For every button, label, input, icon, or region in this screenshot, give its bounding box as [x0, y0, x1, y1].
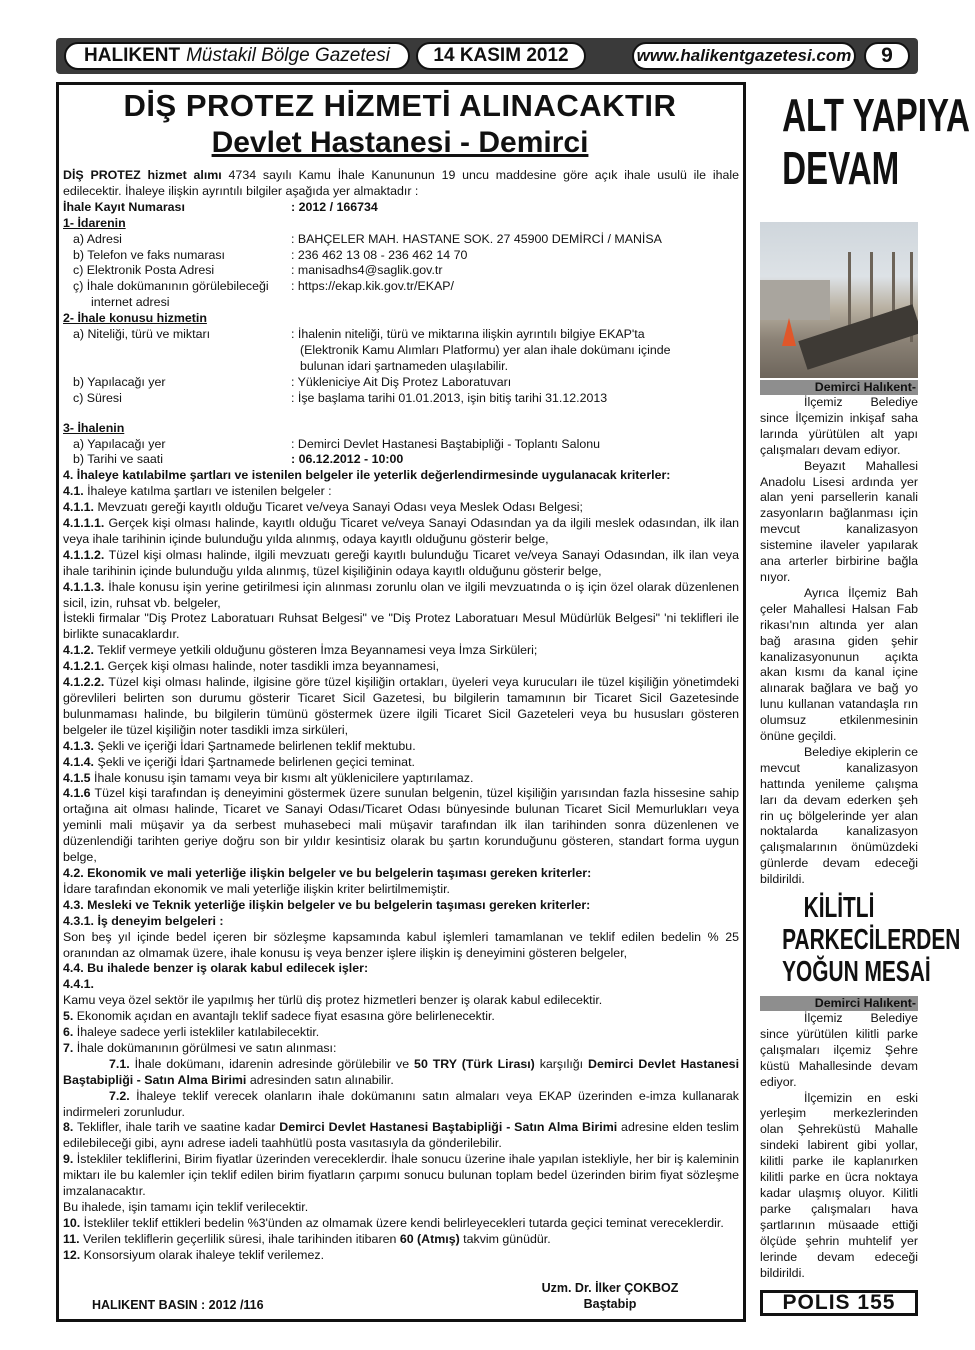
p72: 7.2. İhaleye teklif verecek olanların ihale dokümanını satın almaları veya EKAP üzerinden e-imza kullanarak indirmeleri zorunludur. — [63, 1088, 739, 1119]
p10: 10. İstekliler teklif ettikleri bedelin %3'ünden az olmamak üzere kendi belirleyecekleri tutarda geçici teminat vereceklerdir. — [63, 1215, 724, 1230]
p9: 9. İstekliler tekliflerini, Birim fiyatlar üzerinden vereceklerdir. İhale sonucu üzerine ihale yapılan istekliyle, her bir iş kaleminin miktarı ile bu kalemler için teklif edilen birim fiyatların çarpımı sonucu bulunan toplam bedel üzerinden birim fiyat sözleşme imzalanacaktır. — [63, 1152, 739, 1199]
signatory-name: Uzm. Dr. İlker ÇOKBOZ — [541, 1281, 679, 1295]
notice-body — [63, 168, 739, 1264]
press-reference: HALIKENT BASIN : 2012 /116 — [92, 1298, 264, 1312]
p71: 7.1. İhale dokümanı, idarenin adresinde görülebilir ve 50 TRY (Türk Lirası) karşılığı Demirci Devlet Hastanesi Baştabipliği - Satın Alma Birimi adresinden satın alınabilir. — [63, 1056, 740, 1087]
p4121: 4.1.2.1. Gerçek kişi olması halinde, noter tasdikli imza beyannamesi, — [63, 659, 440, 674]
section-3: 3- İhalenin — [63, 420, 125, 435]
p6: 6. İhaleye sadece yerli istekliler katılabilecektir. — [63, 1025, 320, 1040]
p4112: 4.1.1.2. Tüzel kişi olması halinde, ilgili mevzuatı gereği kayıtlı bulunduğu Ticaret ve/veya Sanayi Odasından, ilk ilan veya ihale tarihinin içinde bulunduğu yılda alınmış, tüzel kişiliğinin odaya kayıtlı olduğunu gösterir belge, — [63, 547, 739, 578]
notice-subtitle: Devlet Hastanesi - Demirci — [211, 126, 589, 159]
p-istekli: İstekli firmalar "Diş Protez Laboratuarı Ruhsat Belgesi" ve "Diş Protez Laboratuarı Mesul Müdürlük Belgesi" 'ni teklifleri ile birlikte sunacaklardır. — [63, 611, 739, 642]
p441: 4.4.1. — [63, 977, 95, 992]
p9b: Bu ihalede, işin tamamı için teklif verilecektir. — [63, 1200, 309, 1214]
p5: 5. Ekonomik açıdan en avantajlı teklif sadece fiyat esasına göre belirlenecektir. — [63, 1009, 495, 1024]
s1d-row-2: internet adresi — [91, 295, 170, 310]
section-2: 2- İhale konusu hizmetin — [63, 311, 207, 326]
construction-photo-icon — [760, 222, 918, 378]
s1d-row: ç) İhale dokümanının görülebileceği : https://ekap.kik.gov.tr/EKAP/ — [73, 279, 454, 294]
intro: DİŞ PROTEZ hizmet alımı 4734 sayılı Kamu İhale Kanununun 19 uncu maddesine göre açık ihale usulü ile ihale edilecektir. İhaleye ilişkin ayrıntılı bilgiler aşağıda yer almaktadır : — [63, 168, 739, 198]
section-4: 4. İhaleye katılabilme şartları ve istenilen belgeler ile yeterlik değerlendirmesinde uygulanacak kriterler: — [63, 468, 671, 483]
altyapi-p1: İlçemiz Belediye since İlçemizin inkişaf saha larında yürütülen alt yapı çalışmaları devam ediyor. — [760, 395, 918, 457]
signature-block — [520, 1280, 700, 1312]
p431-text: Son beş yıl içinde bedel içeren bir sözleşme kapsamında kabul işlemleri tamamlanan ve teklif edilen bedelin % 25 oranından az olmamak üzere, ihale konusu iş veya benzer işlere ilişkin iş deneyimini gösteren belgeler, — [63, 929, 739, 960]
altyapi-byline: Demirci Halıkent- — [760, 380, 918, 395]
p4122: 4.1.2.2. Tüzel kişi olması halinde, ilgisine göre tüzel kişiliğin ortakları, üyeleri veya kurucuları ile tüzel kişiliğin yönetimdeki görevlileri belirten son durumu gösterir Ticaret Sicil Gazetesi, bu bilgilerin tamamının bir Ticaret Sicil Gazetesinde bulunmaması halinde, bu bilgilerin tümünü göstermek üzere ilgili Ticaret Sicil Gazeteleri veya bu hususları gösteren belgeler ile tüzel kişiliğin noter tasdikli imza sirküleri, — [63, 675, 739, 737]
kilitli-title-line3: YOĞUN MESAİ — [782, 956, 931, 988]
kilitli-p2: İlçemizin en eski yerleşim merkezlerinden olan Şehreküstü Mahalle sindeki labirent gibi yollar, kilitli parke ile kaplanırken kilitli parke en ücra noktaya kadar ulaşmış oluyor. Kilitli parke çalışmaları hava şartlarının müsaade ettiği ölçüde şehrin muhtelif yer lerinde devam edeceği bildirildi. — [760, 1090, 918, 1280]
kilitli-title-line1: KİLİTLİ — [803, 892, 875, 924]
page-header — [56, 38, 918, 74]
s3b-row: b) Tarihi ve saati : 06.12.2012 - 10:00 — [73, 452, 404, 467]
article-kilitli-title — [760, 892, 961, 988]
section-1: 1- İdarenin — [63, 215, 126, 230]
p7: 7. İhale dokümanının görülmesi ve satın alınması: — [63, 1040, 337, 1055]
p4111: 4.1.1.1. Gerçek kişi olması halinde, kayıtlı olduğu Ticaret ve/veya Sanayi Odasından ya da ilgili meslek odasından, ilk ilan veya ihale tarihinin içinde bulunduğu yılda alınmış, odaya kayıtlı olduğunu gösterir belge, — [63, 516, 739, 546]
s3a-row: a) Yapılacağı yer : Demirci Devlet Hastanesi Baştabipliği - Toplantı Salonu — [73, 436, 600, 451]
p42-text: İdare tarafından ekonomik ve mali yeterliğe ilişkin kriter belirtilmemiştir. — [63, 881, 451, 896]
p415: 4.1.5 İhale konusu işin tamamı veya bir kısmı alt yüklenicilere yaptırılamaz. — [63, 770, 474, 785]
s2a-row-2: (Elektronik Kamu Alımları Platformu) yer alan ihale dokümanı içinde — [300, 342, 671, 357]
p431: 4.3.1. İş deneyim belgeleri : — [63, 913, 224, 928]
police-hotline: POLİS 155 — [760, 1290, 918, 1316]
p42: 4.2. Ekonomik ve mali yeterliğe ilişkin belgeler ve bu belgelerin taşıması gereken kriterler: — [63, 865, 592, 880]
kayit-row: İhale Kayıt Numarası : 2012 / 166734 — [63, 199, 378, 214]
s1a-row: a) Adresi : BAHÇELER MAH. HASTANE SOK. 27 45900 DEMİRCİ / MANİSA — [73, 231, 662, 246]
website-url[interactable]: www.halikentgazetesi.com — [632, 42, 856, 70]
s1c-row: c) Elektronik Posta Adresi : manisadhs4@saglik.gov.tr — [73, 263, 443, 278]
p441-text: Kamu veya özel sektör ile yapılmış her türlü diş protez hizmetleri benzer iş olarak kabul edilecektir. — [63, 993, 603, 1008]
altyapi-p2: Beyazıt Mahallesi Anadolu Lisesi ardında yer alan yeni parsellerin kanali zasyonların bağlanması için mevcut kanalizasyon sistemine ilaveler yapılarak ana arterler birbirine bağla nıyor. — [760, 458, 918, 584]
p411: 4.1.1. Mevzuatı gereği kayıtlı olduğu Ticaret ve/veya Sanayi Odası veya Meslek Odası Belgesi; — [63, 500, 583, 515]
article-altyapi-body — [760, 380, 918, 888]
p12: 12. Konsorsiyum olarak ihaleye teklif verilemez. — [63, 1247, 325, 1262]
p8: 8. Teklifler, ihale tarih ve saatine kadar Demirci Devlet Hastanesi Baştabipliği - Satın Alma Birimi adresine elden teslim edilebileceği gibi, aynı adrese iadeli taahhütlü posta vasıtasıyla da gönderilebilir. — [63, 1120, 740, 1151]
p414: 4.1.4. Şekli ve içeriği İdari Şartnamede belirlenen geçici teminat. — [63, 754, 415, 769]
s2b-row: b) Yapılacağı yer : Yükleniciye Ait Diş Protez Laboratuvarı — [73, 374, 512, 389]
p4113: 4.1.1.3. İhale konusu işin yerine getirilmesi için alınması zorunlu olan ve ilgili mevzuatında o iş için özel olarak düzenlenen sicil, izin, ruhsat vb. belgeler, — [63, 579, 739, 610]
signatory-title: Baştabip — [583, 1297, 637, 1311]
p41: 4.1. İhaleye katılma şartları ve istenilen belgeler : — [63, 484, 332, 499]
notice-title: DİŞ PROTEZ HİZMETİ ALINACAKTIR — [123, 88, 677, 123]
s1b-row: b) Telefon ve faks numarası : 236 462 13 08 - 236 462 14 70 — [73, 247, 468, 262]
kilitli-p1: İlçemiz Belediye since yürütülen kilitli parke çalışmaları ilçemiz Şehre küstü Mahallesinde devam ediyor. — [760, 1011, 918, 1089]
altyapi-p3: Ayrıca İlçemiz Bah çeler Mahallesi Halsan Fab rikası'nın altında yer alan bağ arasına giden şehir kanalizasyonunun açıkta akan kısmı da kanal içine alınarak bağlara ve bağ yo lunu kullanan vatandaşla rın olumsuz etkilenmesinin önüne geçildi. — [760, 585, 918, 744]
p43: 4.3. Mesleki ve Teknik yeterliğe ilişkin belgeler ve bu belgelerin taşıması gereken kriterler: — [63, 897, 591, 912]
article-kilitli-body — [760, 996, 918, 1281]
s2a-row-3: bulunan idari şartnameden ulaşılabilir. — [300, 358, 509, 373]
kilitli-title-line2: PARKECİLERDEN — [782, 924, 961, 956]
kilitli-byline: Demirci Halıkent- — [760, 996, 918, 1011]
brand-subtitle: Müstakil Bölge Gazetesi — [186, 45, 390, 66]
page-number: 9 — [864, 42, 910, 70]
p413: 4.1.3. Şekli ve içeriği İdari Şartnamede belirlenen teklif mektubu. — [63, 738, 416, 753]
p412: 4.1.2. Teklif vermeye yetkili olduğunu gösteren İmza Beyannamesi veya İmza Sirküleri; — [63, 643, 538, 658]
masthead — [64, 42, 410, 70]
p44: 4.4. Bu ihalede benzer iş olarak kabul edilecek işler: — [63, 961, 369, 976]
article-altyapi-title — [760, 89, 970, 196]
s2a-row: a) Niteliği, türü ve miktarı : İhalenin niteliği, türü ve miktarına ilişkin ayrıntılı bilgiye EKAP'ta — [73, 327, 645, 342]
brand-name: HALIKENT — [84, 45, 181, 66]
p416: 4.1.6 Tüzel kişi tarafından iş deneyimini göstermek üzere sunulan belgenin, tüzel kişiliğin yarısından fazla hissesine sahip ortağına ait olması halinde, Ticaret ve Sanayi Odası/Ticaret Odası bünyesinde bulunan Ticaret Sicil Memurlukları veya yeminli mali müşavir ya da serbest muhasebeci mali müşavir tarafından ilk ilan tarihinden sonra düzenlenen ve düzenlendiği tarihten geriye doğru son bir yıldır kesintisiz olarak bu şartın korunduğunu gösteren, standart forma uygun belge, — [63, 786, 739, 865]
s2c-row: c) Süresi : İşe başlama tarihi 01.01.2013, işin bitiş tarihi 31.12.2013 — [73, 390, 608, 405]
altyapi-p4: Belediye ekiplerin ce mevcut kanalizasyon hattında yenileme çalışma ları da devam ederken şeh rin uç bölgelerinde yer alan noktalarda kanalizasyon çalışmalarının önümüzdeki günlerde devam edeceği bildirildi. — [760, 744, 918, 887]
altyapi-title-line2: DEVAM — [782, 142, 900, 194]
altyapi-title-line1: ALT YAPIYA — [782, 89, 970, 141]
issue-date: 14 KASIM 2012 — [416, 42, 586, 70]
p11: 11. Verilen tekliflerin geçerlilik süresi, ihale tarihinden itibaren 60 (Atmış) takvim günüdür. — [63, 1231, 551, 1246]
